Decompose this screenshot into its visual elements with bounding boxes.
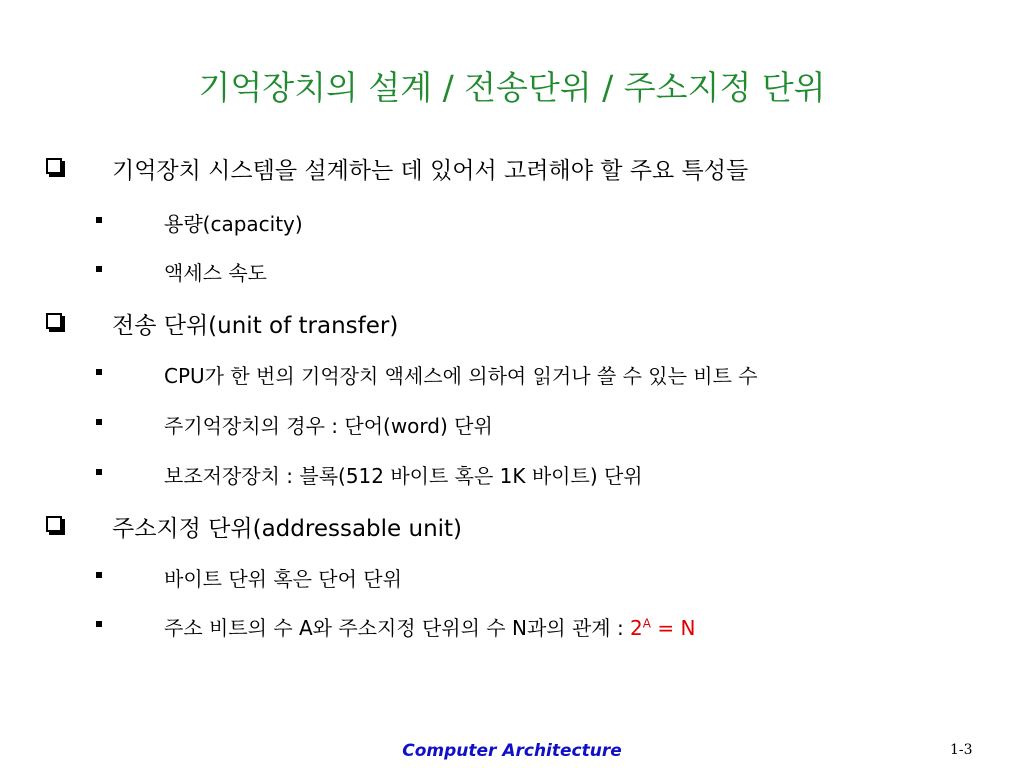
footer-course-title: Computer Architecture (402, 741, 622, 761)
square-bullet-icon (96, 217, 102, 223)
relation-text: 주소 비트의 수 A와 주소지정 단위의 수 N과의 관계 : (164, 616, 631, 640)
formula-base: 2 (630, 616, 643, 640)
checkbox-bullet-icon (46, 158, 62, 174)
slide-title: 기억장치의 설계 / 전송단위 / 주소지정 단위 (198, 68, 826, 107)
list-item-text: 액세스 속도 (164, 261, 267, 285)
list-item-text (164, 612, 695, 641)
list-item-text: 용량(capacity) (164, 212, 303, 236)
section-heading-text: 주소지정 단위(addressable unit) (112, 516, 463, 542)
checkbox-bullet-icon (46, 313, 62, 329)
formula-rest: = N (651, 616, 696, 640)
formula-exponent: A (642, 616, 651, 631)
list-item-text: CPU가 한 번의 기억장치 액세스에 의하여 읽거나 쓸 수 있는 비트 수 (164, 364, 758, 388)
square-bullet-icon (96, 621, 102, 627)
page-number: 1-3 (950, 742, 973, 758)
section-heading-text: 전송 단위(unit of transfer) (112, 313, 399, 339)
checkbox-bullet-icon (46, 516, 62, 532)
list-item-text: 바이트 단위 혹은 단어 단위 (164, 567, 402, 591)
list-item-text: 주기억장치의 경우 : 단어(word) 단위 (164, 414, 493, 438)
section-heading-text: 기억장치 시스템을 설계하는 데 있어서 고려해야 할 주요 특성들 (112, 158, 749, 184)
square-bullet-icon (96, 469, 102, 475)
square-bullet-icon (96, 266, 102, 272)
square-bullet-icon (96, 572, 102, 578)
square-bullet-icon (96, 369, 102, 375)
list-item-text: 보조저장장치 : 블록(512 바이트 혹은 1K 바이트) 단위 (164, 464, 643, 488)
square-bullet-icon (96, 419, 102, 425)
formula (630, 616, 695, 640)
